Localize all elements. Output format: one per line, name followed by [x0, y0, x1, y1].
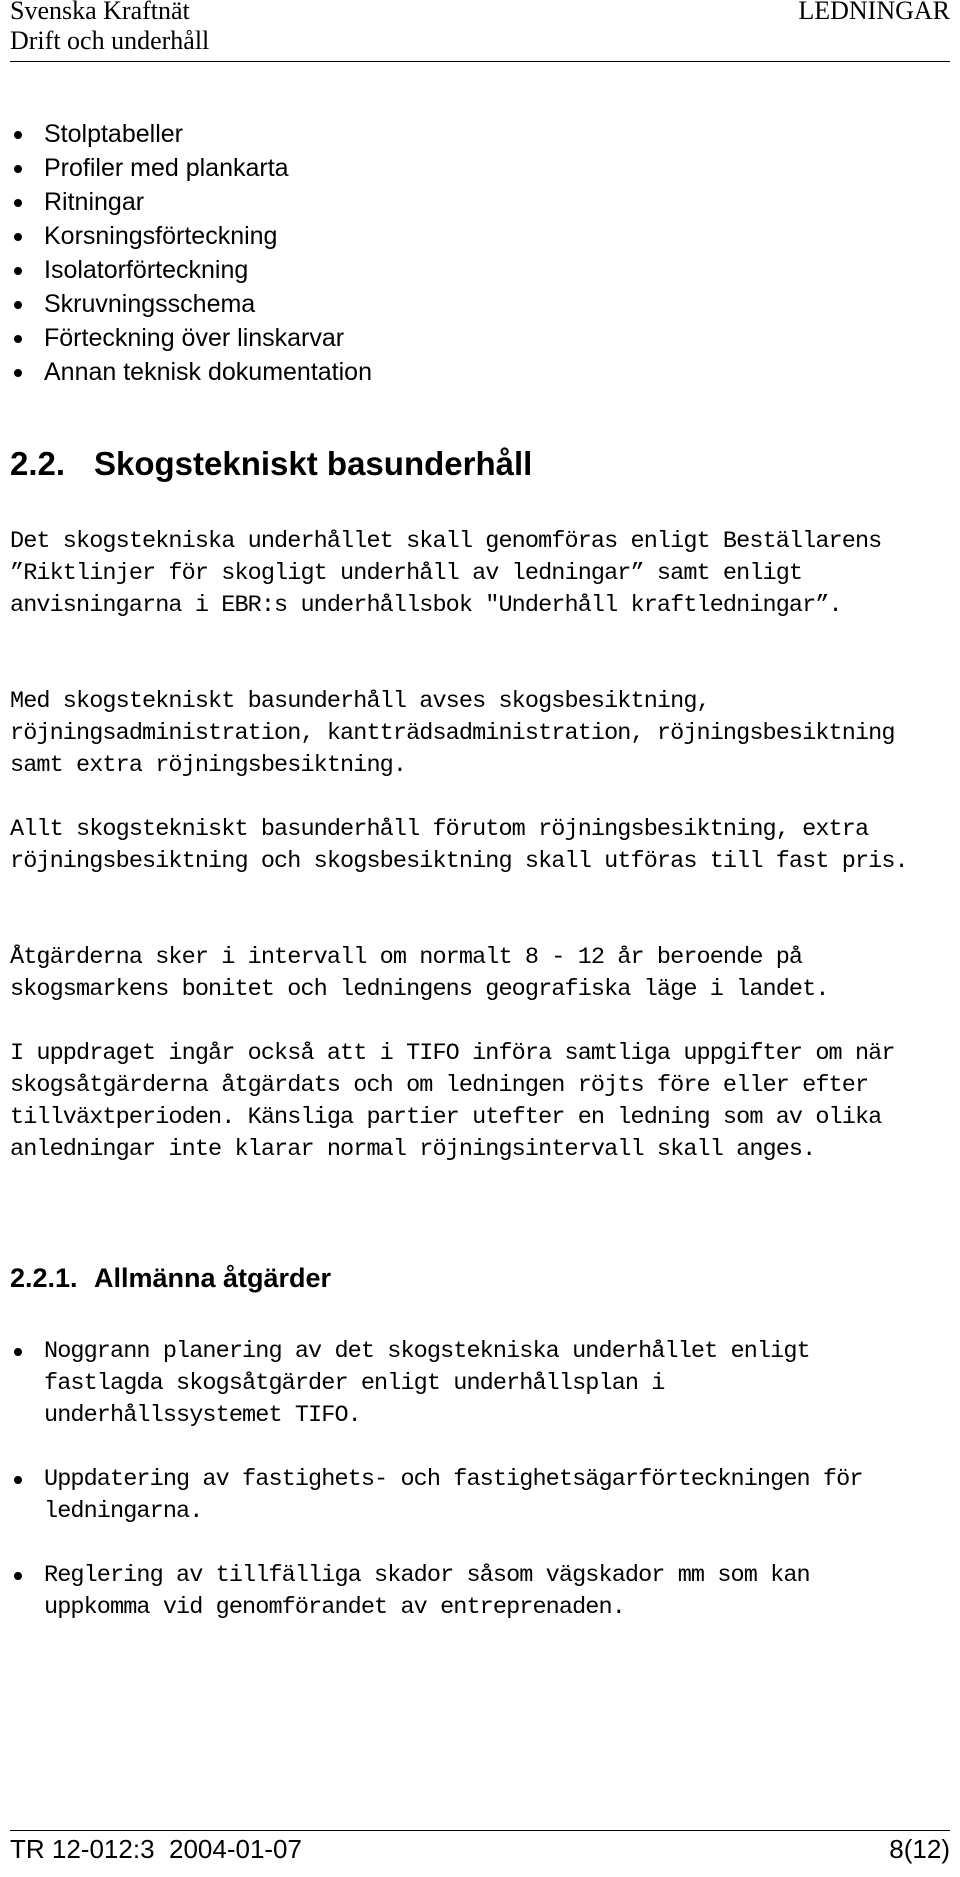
subsection-number: 2.2.1. [10, 1263, 78, 1293]
bullet-icon [14, 301, 22, 309]
section-number: 2.2. [10, 445, 66, 482]
list-item: Isolatorförteckning [0, 253, 372, 287]
list-item: Ritningar [0, 185, 372, 219]
bullet-icon [14, 1476, 22, 1484]
paragraph: Med skogstekniskt basunderhåll avses skogsbesiktning, röjningsadministration, kantträdsadministration, röjningsbesiktning samt extra röjningsbesiktning. [10, 688, 895, 779]
bullet-icon [14, 131, 22, 139]
list-item: Korsningsförteckning [0, 219, 372, 253]
page-header [10, 0, 950, 62]
bullet-icon [14, 335, 22, 343]
bullet-icon [14, 199, 22, 207]
section-title: Skogstekniskt basunderhåll [94, 445, 533, 482]
bullet-icon [14, 1348, 22, 1356]
bullet-icon [14, 233, 22, 241]
page-footer [10, 1830, 950, 1870]
bullet-icon [14, 369, 22, 377]
footer-date: 2004-01-07 [168, 1834, 302, 1864]
footer-rule [10, 1830, 950, 1831]
subsection-heading [10, 1260, 331, 1296]
bullet-icon [14, 1572, 22, 1580]
footer-left [10, 1834, 302, 1864]
paragraph: Åtgärderna sker i intervall om normalt 8 - 12 år beroende på skogsmarkens bonitet och ledningens geografiska läge i landet. [10, 944, 829, 1003]
list-item: Förteckning över linskarvar [0, 321, 372, 355]
header-doc-type: LEDNINGAR [798, 0, 950, 25]
measures-list [0, 1336, 960, 1656]
bullet-icon [14, 165, 22, 173]
list-item: Reglering av tillfälliga skador såsom vägskador mm som kan uppkomma vid genomförandet av entreprenaden. [0, 1560, 914, 1624]
list-item: Uppdatering av fastighets- och fastighetsägarförteckningen för ledningarna. [0, 1464, 914, 1528]
paragraph: I uppdraget ingår också att i TIFO införa samtliga uppgifter om när skogsåtgärderna åtgärdats och om ledningen röjts före eller efter tillväxtperioden. Känsliga partier utefter en ledning som av olika anledningar inte klarar normal röjningsintervall skall anges. [10, 1040, 895, 1163]
paragraph: Allt skogstekniskt basunderhåll förutom röjningsbesiktning, extra röjningsbesiktning och skogsbesiktning skall utföras till fast pris. [10, 816, 908, 875]
list-item: Stolptabeller [0, 117, 372, 151]
documentation-list [0, 117, 372, 389]
header-org: Svenska Kraftnät [10, 0, 190, 25]
section-heading [10, 444, 532, 484]
footer-doc-id: TR 12-012:3 [10, 1834, 155, 1864]
footer-page-number: 8(12) [889, 1834, 950, 1864]
header-rule [10, 61, 950, 62]
list-item: Annan teknisk dokumentation [0, 355, 372, 389]
header-left [10, 0, 209, 56]
list-item: Skruvningsschema [0, 287, 372, 321]
header-dept: Drift och underhåll [10, 26, 210, 55]
paragraph: Det skogstekniska underhållet skall genomföras enligt Beställarens ”Riktlinjer för skogligt underhåll av ledningar” samt enligt anvisningarna i EBR:s underhållsbok "Underhåll kraftledningar”. [10, 528, 882, 619]
bullet-icon [14, 267, 22, 275]
list-item: Noggrann planering av det skogstekniska underhållet enligt fastlagda skogsåtgärder enligt underhållsplan i underhållssystemet TIFO. [0, 1336, 914, 1432]
subsection-title: Allmänna åtgärder [94, 1263, 332, 1293]
list-item: Profiler med plankarta [0, 151, 372, 185]
